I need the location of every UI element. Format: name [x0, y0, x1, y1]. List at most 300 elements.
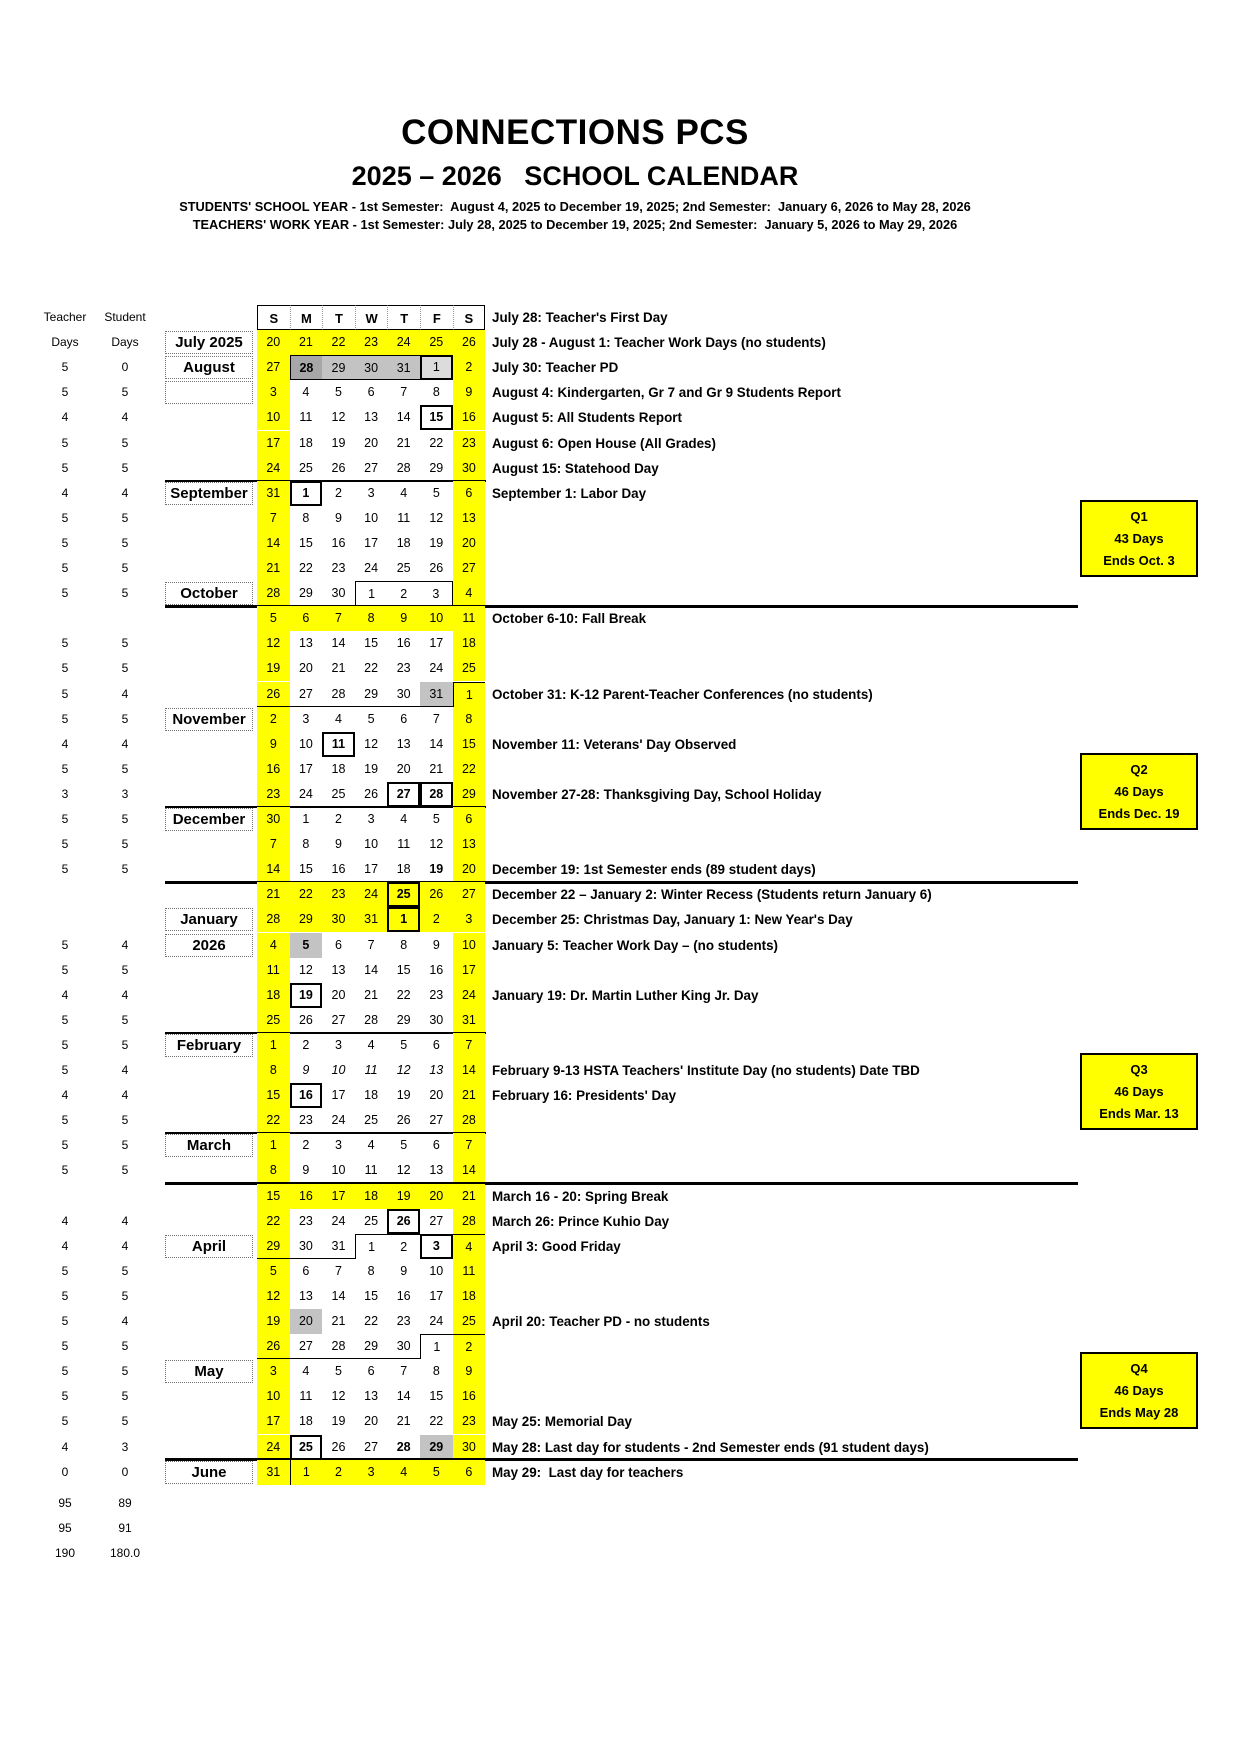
day-cell: 18 — [396, 535, 411, 550]
student-days-value: 5 — [121, 1389, 129, 1404]
day-cell: 6 — [290, 606, 323, 631]
day-cell: 4 — [335, 711, 342, 726]
day-cell: 17 — [429, 636, 444, 651]
day-cell: 15 — [420, 405, 453, 430]
day-cell: 16 — [429, 962, 444, 977]
day-cell: 6 — [453, 1460, 486, 1485]
day-cell: 22 — [322, 330, 355, 355]
calendar-week-row — [0, 330, 1239, 355]
day-cell: 9 — [302, 1163, 310, 1178]
day-of-week-header: T — [387, 305, 420, 330]
day-cell: 10 — [257, 1384, 290, 1409]
day-cell: 18 — [396, 862, 411, 877]
teacher-days-value: 4 — [61, 1439, 69, 1454]
day-cell: 9 — [257, 732, 290, 757]
day-cell: 19 — [257, 1309, 290, 1334]
teacher-days-value: 5 — [61, 1288, 69, 1303]
day-cell: 23 — [298, 1113, 313, 1128]
day-cell: 21 — [453, 1184, 486, 1209]
day-cell: 10 — [453, 933, 486, 958]
calendar-week-row — [0, 1409, 1239, 1434]
calendar-week-row — [0, 1133, 1239, 1158]
quarter-box — [1080, 753, 1198, 830]
day-cell: 30 — [355, 355, 388, 380]
day-cell: 7 — [453, 1133, 486, 1158]
calendar-annotation: August 4: Kindergarten, Gr 7 and Gr 9 Students Report — [492, 385, 841, 401]
day-cell: 8 — [302, 510, 310, 525]
day-cell: 19 — [257, 656, 290, 681]
student-days-value: 5 — [121, 1263, 129, 1278]
day-cell: 26 — [364, 786, 379, 801]
day-cell: 4 — [302, 1364, 310, 1379]
totals-row — [0, 1541, 1239, 1566]
teacher-days-value: 5 — [61, 711, 69, 726]
day-cell: 27 — [290, 682, 323, 707]
day-cell: 14 — [453, 1158, 486, 1183]
day-cell: 29 — [453, 782, 486, 807]
calendar-annotation: February 9-13 HSTA Teachers' Institute Day (no students) Date TBD — [492, 1063, 920, 1078]
day-cell: 22 — [257, 1108, 290, 1133]
student-days-value: 5 — [121, 535, 129, 550]
student-days-value: 5 — [121, 661, 129, 676]
day-cell: 31 — [322, 1234, 355, 1259]
day-cell: 20 — [453, 857, 486, 882]
teacher-days-total: 190 — [54, 1545, 76, 1560]
day-cell: 2 — [420, 907, 453, 932]
day-cell: 1 — [257, 1133, 290, 1158]
day-cell: 25 — [453, 1309, 486, 1334]
day-cell: 17 — [257, 431, 290, 456]
day-cell: 27 — [257, 355, 290, 380]
day-cell: 11 — [299, 1389, 313, 1404]
quarter-name: Q4 — [1130, 1361, 1148, 1376]
day-cell: 4 — [400, 812, 408, 826]
quarter-box — [1080, 500, 1198, 577]
calendar-week-row — [0, 1334, 1239, 1359]
teacher-days-value: 4 — [61, 1213, 69, 1228]
student-days-value: 5 — [121, 1414, 129, 1429]
day-cell: 12 — [429, 837, 444, 852]
totals-row — [0, 1491, 1239, 1516]
day-cell: 4 — [387, 1460, 420, 1485]
day-cell: 22 — [257, 1209, 290, 1234]
day-cell: 4 — [367, 1138, 375, 1153]
student-days-value: 5 — [121, 1113, 129, 1128]
day-cell: 11 — [397, 837, 411, 852]
day-cell: 29 — [429, 460, 444, 475]
day-cell: 8 — [432, 1364, 440, 1379]
day-cell: 5 — [400, 1037, 408, 1052]
day-cell: 3 — [302, 711, 310, 726]
day-cell: 18 — [257, 983, 290, 1008]
day-cell: 18 — [298, 435, 313, 450]
day-cell: 6 — [453, 481, 486, 506]
day-cell: 24 — [429, 1314, 444, 1328]
month-label: February — [165, 1034, 253, 1057]
teacher-days-value: 5 — [61, 1364, 69, 1379]
student-days-value: 3 — [121, 786, 129, 801]
day-cell: 5 — [420, 1460, 453, 1485]
student-days-total: 180.0 — [109, 1545, 141, 1560]
teacher-days-value: 5 — [61, 1012, 69, 1027]
teacher-days-value: 5 — [61, 661, 69, 676]
day-cell: 7 — [453, 1033, 486, 1058]
calendar-annotation: January 19: Dr. Martin Luther King Jr. Day — [492, 987, 759, 1003]
calendar-annotation: October 31: K-12 Parent-Teacher Conferences (no students) — [492, 686, 873, 702]
day-cell: 7 — [335, 1263, 342, 1278]
day-cell: 3 — [420, 1234, 453, 1259]
day-cell: 20 — [364, 435, 379, 450]
day-cell: 21 — [396, 1414, 411, 1429]
day-cell: 29 — [322, 355, 355, 380]
day-cell: 27 — [290, 1334, 323, 1359]
calendar-week-row — [0, 958, 1239, 983]
day-cell: 3 — [355, 1460, 388, 1485]
weekday-header-row — [0, 305, 1239, 330]
students-year-line: STUDENTS' SCHOOL YEAR - 1st Semester: August 4, 2025 to December 19, 2025; 2nd Semester: January 6, 2026 to May 28, 2026 — [179, 199, 971, 214]
day-cell: 24 — [257, 1435, 290, 1460]
student-days-value: 4 — [121, 736, 129, 751]
calendar-week-row — [0, 531, 1239, 556]
day-cell: 13 — [429, 1063, 444, 1077]
student-days-value: 4 — [121, 485, 129, 500]
day-cell: 30 — [429, 1012, 444, 1027]
page-subtitle: 2025 – 2026 SCHOOL CALENDAR — [351, 161, 799, 191]
teacher-days-value: 5 — [61, 761, 69, 776]
calendar-week-row — [0, 556, 1239, 581]
day-cell: 4 — [453, 581, 486, 606]
calendar-week-row — [0, 431, 1239, 456]
day-cell: 22 — [396, 987, 411, 1002]
day-cell: 16 — [257, 757, 290, 782]
day-cell: 19 — [429, 535, 444, 550]
day-cell: 16 — [331, 862, 346, 877]
month-label: March — [165, 1134, 253, 1157]
day-cell: 31 — [257, 1460, 290, 1485]
day-cell: 15 — [257, 1184, 290, 1209]
day-cell: 24 — [298, 786, 313, 801]
student-days-value: 5 — [121, 1163, 129, 1178]
teacher-days-value: 5 — [61, 1263, 69, 1278]
quarter-name: Q2 — [1130, 762, 1148, 777]
day-cell: 23 — [257, 782, 290, 807]
day-cell: 26 — [257, 682, 290, 707]
day-cell: 30 — [322, 907, 355, 932]
day-cell: 23 — [453, 431, 486, 456]
day-cell: 27 — [453, 556, 486, 581]
day-of-week-header: T — [322, 305, 355, 330]
day-cell: 24 — [429, 661, 444, 676]
totals-row — [0, 1516, 1239, 1541]
teacher-days-value: 5 — [61, 1113, 69, 1128]
calendar-week-row — [0, 707, 1239, 732]
calendar-week-row — [0, 1008, 1239, 1033]
day-cell: 1 — [290, 481, 323, 506]
day-cell: 19 — [331, 1414, 346, 1429]
calendar-week-row — [0, 1384, 1239, 1409]
calendar-week-row — [0, 456, 1239, 481]
calendar-annotation: May 29: Last day for teachers — [492, 1464, 684, 1480]
day-cell: 28 — [453, 1209, 486, 1234]
day-cell: 9 — [453, 1359, 486, 1384]
calendar-week-row — [0, 1108, 1239, 1133]
day-cell: 22 — [429, 435, 444, 450]
day-cell: 5 — [257, 606, 290, 631]
day-cell: 15 — [257, 1083, 290, 1108]
day-cell: 8 — [400, 937, 408, 952]
day-cell: 15 — [453, 732, 486, 757]
day-cell: 18 — [298, 1414, 313, 1429]
day-cell: 5 — [335, 385, 342, 400]
calendar-week-row — [0, 656, 1239, 681]
day-cell: 26 — [387, 1209, 420, 1234]
quarter-days: 43 Days — [1114, 531, 1164, 546]
day-cell: 15 — [298, 862, 313, 877]
day-cell: 11 — [257, 958, 290, 983]
day-cell: 23 — [396, 1314, 411, 1328]
day-cell: 28 — [322, 1334, 355, 1359]
day-cell: 18 — [331, 761, 346, 776]
calendar-annotation: August 5: All Students Report — [492, 410, 682, 426]
day-cell: 29 — [355, 1334, 388, 1359]
teacher-days-value: 5 — [61, 962, 69, 977]
teacher-days-value: 5 — [61, 1063, 69, 1077]
student-days-value: 0 — [121, 1464, 129, 1479]
day-cell: 27 — [429, 1213, 444, 1228]
day-cell: 24 — [331, 1213, 346, 1228]
day-cell: 5 — [290, 933, 323, 958]
calendar-week-row — [0, 807, 1239, 832]
student-days-value: 4 — [121, 686, 129, 701]
calendar-week-row — [0, 581, 1239, 606]
day-cell: 6 — [432, 1138, 440, 1153]
teacher-days-value: 5 — [61, 686, 69, 701]
day-cell: 20 — [298, 661, 313, 676]
calendar-annotation: October 6-10: Fall Break — [492, 611, 647, 627]
month-label: November — [165, 708, 253, 731]
day-cell: 23 — [331, 561, 346, 575]
month-label: July 2025 — [165, 331, 253, 354]
day-cell: 9 — [400, 1263, 408, 1278]
teacher-days-value: 5 — [61, 1314, 69, 1328]
teacher-days-value — [35, 882, 95, 907]
day-cell: 17 — [453, 958, 486, 983]
day-cell: 22 — [429, 1414, 444, 1429]
day-cell: 29 — [298, 586, 313, 601]
day-cell: 23 — [298, 1213, 313, 1228]
day-cell: 27 — [387, 782, 420, 807]
day-cell: 27 — [331, 1012, 346, 1027]
day-cell: 17 — [364, 862, 379, 877]
student-days-value: 4 — [121, 410, 129, 425]
day-cell: 31 — [453, 1008, 486, 1033]
day-cell: 16 — [453, 405, 486, 430]
day-cell: 27 — [429, 1113, 444, 1128]
day-cell: 9 — [335, 837, 342, 852]
day-cell: 22 — [453, 757, 486, 782]
calendar-week-row — [0, 1460, 1239, 1485]
day-cell: 26 — [429, 561, 444, 575]
calendar-week-row — [0, 757, 1239, 782]
day-cell: 1 — [420, 1334, 453, 1359]
student-days-value — [96, 907, 154, 932]
day-cell: 20 — [290, 1309, 323, 1334]
teacher-days-total: 95 — [58, 1520, 72, 1535]
calendar-annotation: December 25: Christmas Day, January 1: New Year's Day — [492, 912, 853, 928]
student-days-value: 4 — [121, 1213, 129, 1228]
student-days-total: 91 — [118, 1520, 132, 1535]
day-cell: 3 — [335, 1037, 342, 1052]
day-cell: 19 — [290, 983, 323, 1008]
teacher-days-value: 5 — [61, 937, 69, 952]
day-cell: 10 — [364, 510, 379, 525]
day-cell: 30 — [453, 1435, 486, 1460]
calendar-week-row — [0, 882, 1239, 907]
calendar-week-row — [0, 1158, 1239, 1183]
day-of-week-header: F — [420, 305, 453, 330]
day-cell: 29 — [355, 682, 388, 707]
day-cell: 28 — [453, 1108, 486, 1133]
day-cell: 21 — [331, 661, 346, 676]
day-cell: 23 — [355, 330, 388, 355]
day-cell: 6 — [400, 711, 408, 726]
student-days-value: 5 — [121, 711, 129, 726]
day-cell: 4 — [453, 1234, 486, 1259]
student-days-value — [96, 1184, 154, 1209]
day-cell: 9 — [302, 1063, 310, 1077]
day-cell: 28 — [290, 355, 323, 380]
day-cell: 24 — [387, 330, 420, 355]
day-cell: 10 — [429, 1263, 444, 1278]
day-cell: 8 — [302, 837, 310, 852]
day-of-week-header: S — [257, 305, 290, 330]
day-cell: 10 — [331, 1063, 346, 1077]
day-cell: 10 — [298, 736, 313, 751]
day-cell: 25 — [420, 330, 453, 355]
student-days-value: 5 — [121, 862, 129, 877]
day-cell: 24 — [257, 456, 290, 481]
teacher-days-value — [35, 1184, 95, 1209]
day-cell: 28 — [257, 907, 290, 932]
day-cell: 27 — [364, 460, 379, 475]
day-cell: 1 — [302, 812, 310, 826]
month-label: December — [165, 808, 253, 831]
day-cell: 8 — [257, 1158, 290, 1183]
day-cell: 21 — [331, 1314, 346, 1328]
student-days-value — [96, 606, 154, 631]
day-cell: 23 — [429, 987, 444, 1002]
calendar-week-row — [0, 1284, 1239, 1309]
teacher-days-value: 5 — [61, 360, 69, 375]
day-cell: 13 — [453, 832, 486, 857]
quarter-box — [1080, 1053, 1198, 1130]
day-cell: 17 — [364, 535, 379, 550]
day-cell: 16 — [290, 1184, 323, 1209]
calendar-week-row — [0, 907, 1239, 932]
day-cell: 20 — [257, 330, 290, 355]
student-days-value: 0 — [121, 360, 129, 375]
calendar-week-row — [0, 1184, 1239, 1209]
calendar-week-row — [0, 857, 1239, 882]
calendar-week-row — [0, 1234, 1239, 1259]
day-cell: 1 — [387, 907, 420, 932]
day-cell: 11 — [453, 606, 486, 631]
calendar-annotation: April 3: Good Friday — [492, 1238, 621, 1254]
day-cell: 17 — [429, 1288, 444, 1303]
day-cell: 5 — [432, 485, 440, 500]
calendar-annotation: May 28: Last day for students - 2nd Semester ends (91 student days) — [492, 1439, 929, 1455]
day-cell: 15 — [364, 1288, 379, 1303]
day-cell: 19 — [364, 761, 379, 776]
calendar-annotation: August 15: Statehood Day — [492, 460, 659, 476]
day-cell: 5 — [257, 1259, 290, 1284]
day-cell: 31 — [257, 481, 290, 506]
student-days-value: 4 — [121, 1063, 129, 1077]
student-days-value: 4 — [121, 1238, 129, 1253]
day-cell: 17 — [322, 1184, 355, 1209]
teacher-days-value: 5 — [61, 460, 69, 475]
student-days-value: 5 — [121, 435, 129, 450]
calendar-week-row — [0, 506, 1239, 531]
day-cell: 5 — [432, 812, 440, 826]
day-cell: 12 — [331, 410, 346, 425]
teacher-days-value: 5 — [61, 1339, 69, 1354]
day-cell: 13 — [364, 1389, 379, 1404]
day-cell: 27 — [453, 882, 486, 907]
day-cell: 29 — [396, 1012, 411, 1027]
calendar-week-row — [0, 732, 1239, 757]
day-cell: 2 — [322, 1460, 355, 1485]
teacher-days-value: 5 — [61, 435, 69, 450]
day-cell: 25 — [453, 656, 486, 681]
calendar-week-row — [0, 933, 1239, 958]
day-cell: 11 — [397, 510, 411, 525]
day-cell: 18 — [453, 631, 486, 656]
calendar-annotation: December 19: 1st Semester ends (89 student days) — [492, 862, 816, 878]
month-label — [165, 381, 253, 404]
day-cell: 3 — [453, 907, 486, 932]
day-cell: 30 — [387, 682, 420, 707]
day-of-week-header: M — [290, 305, 323, 330]
teacher-days-value: 4 — [61, 485, 69, 500]
month-label: May — [165, 1360, 253, 1383]
day-cell: 1 — [420, 355, 453, 380]
quarter-name: Q1 — [1130, 509, 1148, 524]
day-cell: 7 — [367, 937, 375, 952]
day-cell: 30 — [257, 807, 290, 832]
day-cell: 6 — [367, 1364, 375, 1379]
day-of-week-header: W — [355, 305, 388, 330]
day-cell: 13 — [331, 962, 346, 977]
teacher-days-value: 5 — [61, 561, 69, 575]
teacher-days-value: 4 — [61, 987, 69, 1002]
day-cell: 8 — [432, 385, 440, 400]
day-cell: 31 — [420, 682, 453, 707]
quarter-end-date: Ends Oct. 3 — [1103, 553, 1175, 568]
calendar-week-row — [0, 1058, 1239, 1083]
day-cell: 6 — [302, 1263, 310, 1278]
student-days-value: 5 — [121, 761, 129, 776]
day-cell: 21 — [290, 330, 323, 355]
day-cell: 26 — [331, 1439, 346, 1454]
teachers-year-line: TEACHERS' WORK YEAR - 1st Semester: July 28, 2025 to December 19, 2025; 2nd Semester: January 5, 2026 to May 29, 2026 — [192, 217, 958, 232]
day-cell: 26 — [298, 1012, 313, 1027]
day-cell: 20 — [396, 761, 411, 776]
day-cell: 26 — [396, 1113, 411, 1128]
day-cell: 7 — [257, 832, 290, 857]
day-cell: 19 — [396, 1088, 411, 1103]
student-days-value: 3 — [121, 1439, 129, 1454]
